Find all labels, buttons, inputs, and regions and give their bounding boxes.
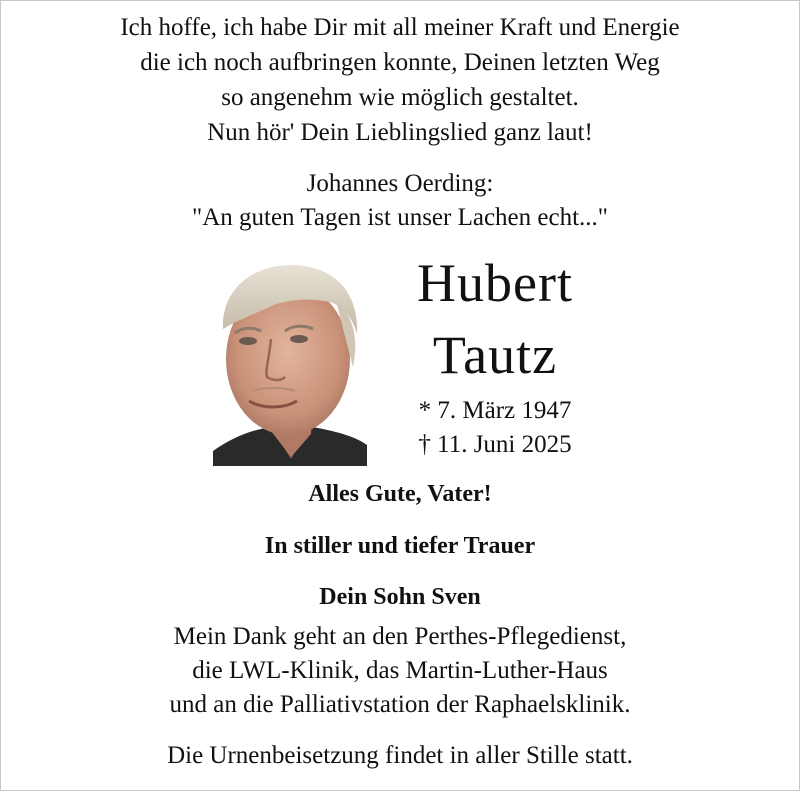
deceased-first-name: Hubert: [417, 253, 573, 313]
poem-line-2: die ich noch aufbringen konnte, Deinen letzten Weg: [140, 49, 660, 76]
signature-line: Dein Sohn Sven: [319, 584, 481, 610]
portrait-photo: [213, 259, 367, 466]
quote-author: Johannes Oerding:: [306, 170, 494, 197]
mourning-line: In stiller und tiefer Trauer: [264, 533, 536, 559]
deceased-last-name: Tautz: [432, 325, 558, 385]
thanks-line-2: die LWL-Klinik, das Martin-Luther-Haus: [192, 657, 608, 684]
farewell-line: Alles Gute, Vater!: [308, 481, 492, 507]
thanks-line-3: und an die Palliativstation der Raphaelsklinik.: [169, 691, 631, 718]
quote-text: "An guten Tagen ist unser Lachen echt...": [192, 204, 608, 231]
poem-line-1: Ich hoffe, ich habe Dir mit all meiner Kraft und Energie: [120, 14, 680, 41]
death-date: † 11. Juni 2025: [418, 431, 572, 458]
birth-date: * 7. März 1947: [418, 397, 572, 424]
thanks-line-1: Mein Dank geht an den Perthes-Pflegedienst,: [173, 623, 627, 650]
poem-line-4: Nun hör' Dein Lieblingslied ganz laut!: [207, 119, 593, 146]
burial-note: Die Urnenbeisetzung findet in aller Stille statt.: [167, 742, 633, 769]
poem-line-3: so angenehm wie möglich gestaltet.: [221, 84, 579, 111]
